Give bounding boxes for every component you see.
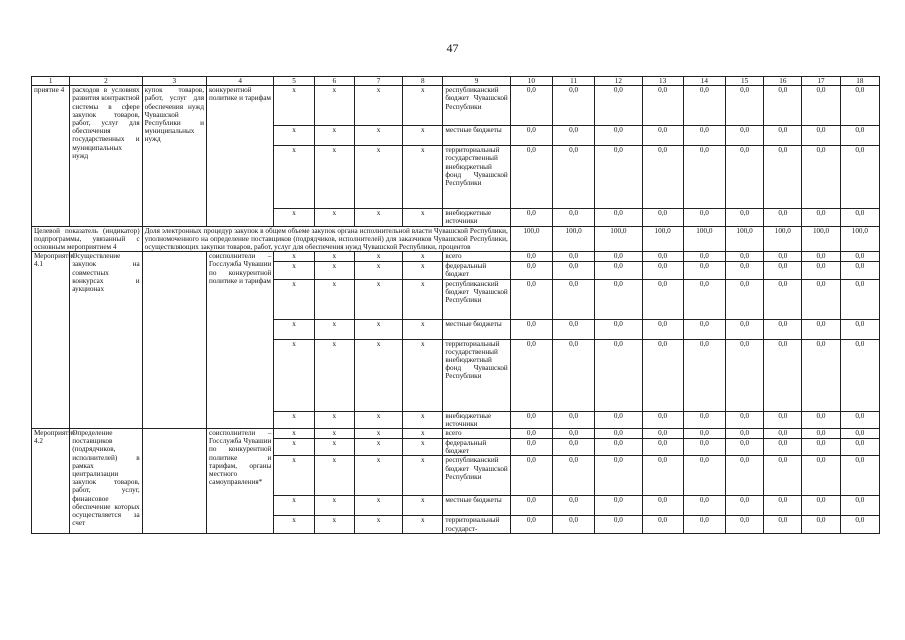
code-cell: x xyxy=(354,339,402,411)
funding-value: 0,0 xyxy=(510,319,552,339)
funding-source: республиканский бюджет Чувашской Республики xyxy=(443,279,510,319)
funding-value: 0,0 xyxy=(683,411,725,428)
funding-value: 0,0 xyxy=(764,209,802,226)
event-name: Определение поставщиков (подрядчиков, исполнителей) в рамках централизации закупок товаров, работ, услуг, финансовое обеспечение которых осуществляется за счет xyxy=(70,429,142,534)
funding-value: 0,0 xyxy=(642,456,683,496)
funding-value: 0,0 xyxy=(802,279,840,319)
code-cell: x xyxy=(354,456,402,496)
event-block xyxy=(32,252,880,429)
funding-value: 0,0 xyxy=(840,439,879,456)
event-executors: соисполнители – Госслужба Чувашии по конкурентной политике и тарифам, органы местного самоуправления* xyxy=(207,429,274,534)
code-cell: x xyxy=(274,126,314,146)
funding-value: 0,0 xyxy=(595,429,642,439)
funding-value: 0,0 xyxy=(595,339,642,411)
column-number: 1 xyxy=(32,77,70,86)
funding-value: 0,0 xyxy=(595,496,642,516)
funding-value: 0,0 xyxy=(840,252,879,262)
funding-value: 0,0 xyxy=(725,252,763,262)
column-number: 16 xyxy=(764,77,802,86)
code-cell: x xyxy=(403,339,443,411)
funding-value: 0,0 xyxy=(725,279,763,319)
funding-value: 0,0 xyxy=(510,496,552,516)
event-number: Мероприятие 4.1 xyxy=(32,252,70,429)
code-cell: x xyxy=(274,319,314,339)
funding-value: 0,0 xyxy=(840,209,879,226)
event-name: расходов в условиях развития контрактной системы в сфере закупок товаров, работ, услуг для обеспечения государственных и муниципальных нужд xyxy=(70,86,142,226)
funding-value: 0,0 xyxy=(553,319,595,339)
code-cell: x xyxy=(354,429,402,439)
funding-value: 0,0 xyxy=(510,279,552,319)
funding-value: 0,0 xyxy=(764,86,802,126)
code-cell: x xyxy=(314,209,354,226)
code-cell: x xyxy=(274,439,314,456)
code-cell: x xyxy=(274,456,314,496)
target-value: 100,0 xyxy=(683,226,725,252)
column-number: 4 xyxy=(207,77,274,86)
column-number: 12 xyxy=(595,77,642,86)
funding-value: 0,0 xyxy=(510,429,552,439)
funding-value: 0,0 xyxy=(725,429,763,439)
code-cell: x xyxy=(314,146,354,209)
event-goal xyxy=(142,429,206,534)
code-cell: x xyxy=(314,252,354,262)
funding-value: 0,0 xyxy=(510,339,552,411)
funding-value: 0,0 xyxy=(725,516,763,533)
funding-value: 0,0 xyxy=(595,209,642,226)
code-cell: x xyxy=(314,279,354,319)
funding-value: 0,0 xyxy=(764,339,802,411)
funding-value: 0,0 xyxy=(840,429,879,439)
code-cell: x xyxy=(354,209,402,226)
funding-value: 0,0 xyxy=(683,146,725,209)
code-cell: x xyxy=(274,146,314,209)
code-cell: x xyxy=(403,126,443,146)
funding-value: 0,0 xyxy=(595,86,642,126)
funding-value: 0,0 xyxy=(553,86,595,126)
code-cell: x xyxy=(354,496,402,516)
budget-table xyxy=(31,76,880,534)
funding-value: 0,0 xyxy=(840,126,879,146)
column-number: 11 xyxy=(553,77,595,86)
funding-value: 0,0 xyxy=(595,279,642,319)
funding-value: 0,0 xyxy=(595,319,642,339)
funding-source: всего xyxy=(443,252,510,262)
target-indicator-text: Доля электронных процедур закупок в общем объеме закупок органа исполнительной власти Чувашской Республики, уполномоченного на определение поставщиков (подрядчиков, исполнителей) для заказчиков Чувашской Республики, осуществляющих закупки товаров, работ, услуг для обеспечения нужд Чувашской Республики, процентов xyxy=(142,226,510,252)
event-name: Осуществление закупок на совместных конкурсах и аукционах xyxy=(70,252,142,429)
code-cell: x xyxy=(403,439,443,456)
code-cell: x xyxy=(403,279,443,319)
page-number: 47 xyxy=(446,41,459,55)
funding-value: 0,0 xyxy=(802,456,840,496)
funding-source: федеральный бюджет xyxy=(443,262,510,279)
funding-value: 0,0 xyxy=(683,126,725,146)
funding-value: 0,0 xyxy=(510,209,552,226)
funding-value: 0,0 xyxy=(642,339,683,411)
column-number: 14 xyxy=(683,77,725,86)
code-cell: x xyxy=(403,252,443,262)
funding-value: 0,0 xyxy=(595,262,642,279)
funding-value: 0,0 xyxy=(553,146,595,209)
funding-value: 0,0 xyxy=(725,339,763,411)
funding-source: территориальный государственный внебюджетный фонд Чувашской Республики xyxy=(443,339,510,411)
funding-value: 0,0 xyxy=(725,411,763,428)
code-cell: x xyxy=(354,252,402,262)
funding-value: 0,0 xyxy=(683,252,725,262)
funding-value: 0,0 xyxy=(725,86,763,126)
code-cell: x xyxy=(354,86,402,126)
code-cell: x xyxy=(354,319,402,339)
funding-value: 0,0 xyxy=(553,252,595,262)
funding-value: 0,0 xyxy=(553,411,595,428)
funding-value: 0,0 xyxy=(802,262,840,279)
funding-value: 0,0 xyxy=(725,456,763,496)
funding-value: 0,0 xyxy=(683,496,725,516)
funding-value: 0,0 xyxy=(553,209,595,226)
target-value: 100,0 xyxy=(802,226,840,252)
funding-value: 0,0 xyxy=(840,516,879,533)
column-number: 10 xyxy=(510,77,552,86)
code-cell: x xyxy=(354,439,402,456)
funding-value: 0,0 xyxy=(683,279,725,319)
funding-value: 0,0 xyxy=(683,339,725,411)
code-cell: x xyxy=(274,411,314,428)
funding-value: 0,0 xyxy=(553,279,595,319)
event-block xyxy=(32,86,880,226)
code-cell: x xyxy=(314,319,354,339)
funding-value: 0,0 xyxy=(802,439,840,456)
funding-value: 0,0 xyxy=(764,126,802,146)
code-cell: x xyxy=(274,86,314,126)
funding-value: 0,0 xyxy=(683,262,725,279)
code-cell: x xyxy=(274,429,314,439)
funding-value: 0,0 xyxy=(802,252,840,262)
funding-value: 0,0 xyxy=(764,262,802,279)
code-cell: x xyxy=(403,319,443,339)
target-value: 100,0 xyxy=(764,226,802,252)
code-cell: x xyxy=(314,496,354,516)
target-value: 100,0 xyxy=(553,226,595,252)
funding-value: 0,0 xyxy=(725,209,763,226)
funding-value: 0,0 xyxy=(764,319,802,339)
column-number: 2 xyxy=(70,77,142,86)
funding-value: 0,0 xyxy=(683,456,725,496)
code-cell: x xyxy=(403,209,443,226)
column-number: 9 xyxy=(443,77,510,86)
event-executors: соисполнители – Госслужба Чувашии по конкурентной политике и тарифам xyxy=(207,252,274,429)
funding-value: 0,0 xyxy=(764,516,802,533)
funding-value: 0,0 xyxy=(510,516,552,533)
event-executors: конкурентной политике и тарифам xyxy=(207,86,274,226)
code-cell: x xyxy=(314,456,354,496)
funding-value: 0,0 xyxy=(764,279,802,319)
funding-value: 0,0 xyxy=(553,456,595,496)
code-cell: x xyxy=(354,146,402,209)
code-cell: x xyxy=(274,496,314,516)
funding-value: 0,0 xyxy=(642,439,683,456)
funding-value: 0,0 xyxy=(683,86,725,126)
code-cell: x xyxy=(354,262,402,279)
target-value: 100,0 xyxy=(595,226,642,252)
funding-value: 0,0 xyxy=(840,146,879,209)
event-number: Мероприятие 4.2 xyxy=(32,429,70,534)
funding-value: 0,0 xyxy=(510,456,552,496)
event-goal xyxy=(142,252,206,429)
funding-value: 0,0 xyxy=(840,411,879,428)
funding-value: 0,0 xyxy=(595,126,642,146)
column-number: 13 xyxy=(642,77,683,86)
funding-value: 0,0 xyxy=(683,209,725,226)
funding-value: 0,0 xyxy=(553,262,595,279)
code-cell: x xyxy=(403,496,443,516)
funding-value: 0,0 xyxy=(802,86,840,126)
column-number: 18 xyxy=(840,77,879,86)
column-number: 15 xyxy=(725,77,763,86)
code-cell: x xyxy=(403,429,443,439)
column-number-row xyxy=(32,77,880,86)
funding-value: 0,0 xyxy=(553,496,595,516)
funding-source: местные бюджеты xyxy=(443,319,510,339)
code-cell: x xyxy=(314,516,354,533)
code-cell: x xyxy=(354,126,402,146)
funding-value: 0,0 xyxy=(802,339,840,411)
code-cell: x xyxy=(403,146,443,209)
column-number: 5 xyxy=(274,77,314,86)
code-cell: x xyxy=(354,411,402,428)
code-cell: x xyxy=(403,456,443,496)
column-number: 7 xyxy=(354,77,402,86)
funding-value: 0,0 xyxy=(683,319,725,339)
funding-value: 0,0 xyxy=(683,516,725,533)
target-value: 100,0 xyxy=(642,226,683,252)
funding-value: 0,0 xyxy=(764,456,802,496)
funding-value: 0,0 xyxy=(595,516,642,533)
funding-value: 0,0 xyxy=(510,146,552,209)
column-number: 8 xyxy=(403,77,443,86)
funding-value: 0,0 xyxy=(553,439,595,456)
funding-source: местные бюджеты xyxy=(443,496,510,516)
funding-value: 0,0 xyxy=(553,126,595,146)
funding-value: 0,0 xyxy=(802,496,840,516)
funding-value: 0,0 xyxy=(642,252,683,262)
funding-value: 0,0 xyxy=(553,516,595,533)
target-value: 100,0 xyxy=(725,226,763,252)
code-cell: x xyxy=(274,262,314,279)
funding-value: 0,0 xyxy=(764,429,802,439)
funding-value: 0,0 xyxy=(764,439,802,456)
funding-value: 0,0 xyxy=(764,411,802,428)
funding-value: 0,0 xyxy=(642,262,683,279)
funding-value: 0,0 xyxy=(553,339,595,411)
funding-source: республиканский бюджет Чувашской Республики xyxy=(443,86,510,126)
funding-value: 0,0 xyxy=(802,429,840,439)
funding-value: 0,0 xyxy=(595,146,642,209)
funding-value: 0,0 xyxy=(840,319,879,339)
funding-value: 0,0 xyxy=(802,516,840,533)
funding-row xyxy=(32,252,880,262)
funding-value: 0,0 xyxy=(764,146,802,209)
funding-value: 0,0 xyxy=(683,439,725,456)
funding-value: 0,0 xyxy=(595,456,642,496)
funding-value: 0,0 xyxy=(725,262,763,279)
funding-value: 0,0 xyxy=(725,439,763,456)
code-cell: x xyxy=(403,262,443,279)
funding-value: 0,0 xyxy=(840,86,879,126)
event-number: приятие 4 xyxy=(32,86,70,226)
funding-value: 0,0 xyxy=(642,86,683,126)
funding-value: 0,0 xyxy=(595,411,642,428)
code-cell: x xyxy=(314,339,354,411)
funding-value: 0,0 xyxy=(802,126,840,146)
funding-row xyxy=(32,429,880,439)
funding-value: 0,0 xyxy=(840,496,879,516)
target-indicator-row xyxy=(32,226,880,252)
code-cell: x xyxy=(274,516,314,533)
funding-value: 0,0 xyxy=(642,429,683,439)
code-cell: x xyxy=(403,411,443,428)
funding-value: 0,0 xyxy=(642,126,683,146)
funding-source: территориальный государственный внебюджетный фонд Чувашской Республики xyxy=(443,146,510,209)
code-cell: x xyxy=(354,279,402,319)
funding-value: 0,0 xyxy=(510,252,552,262)
funding-value: 0,0 xyxy=(840,456,879,496)
funding-value: 0,0 xyxy=(642,209,683,226)
funding-source: территориальный государст- xyxy=(443,516,510,533)
funding-value: 0,0 xyxy=(764,252,802,262)
code-cell: x xyxy=(314,262,354,279)
event-block xyxy=(32,429,880,534)
funding-value: 0,0 xyxy=(595,252,642,262)
column-number: 6 xyxy=(314,77,354,86)
funding-value: 0,0 xyxy=(510,439,552,456)
funding-value: 0,0 xyxy=(642,516,683,533)
funding-value: 0,0 xyxy=(725,146,763,209)
funding-value: 0,0 xyxy=(802,411,840,428)
funding-value: 0,0 xyxy=(510,86,552,126)
code-cell: x xyxy=(274,279,314,319)
column-number: 3 xyxy=(142,77,206,86)
code-cell: x xyxy=(274,339,314,411)
funding-value: 0,0 xyxy=(840,339,879,411)
event-goal: купок товаров, работ, услуг для обеспечения нужд Чувашской Республики и муниципальных нужд xyxy=(142,86,206,226)
funding-source: федеральный бюджет xyxy=(443,439,510,456)
funding-value: 0,0 xyxy=(725,319,763,339)
funding-value: 0,0 xyxy=(802,319,840,339)
funding-value: 0,0 xyxy=(553,429,595,439)
funding-value: 0,0 xyxy=(802,146,840,209)
funding-value: 0,0 xyxy=(642,279,683,319)
funding-value: 0,0 xyxy=(510,411,552,428)
funding-value: 0,0 xyxy=(840,279,879,319)
code-cell: x xyxy=(403,86,443,126)
funding-value: 0,0 xyxy=(642,496,683,516)
code-cell: x xyxy=(274,209,314,226)
code-cell: x xyxy=(403,516,443,533)
code-cell: x xyxy=(314,126,354,146)
code-cell: x xyxy=(354,516,402,533)
code-cell: x xyxy=(314,429,354,439)
code-cell: x xyxy=(314,439,354,456)
funding-value: 0,0 xyxy=(725,496,763,516)
funding-value: 0,0 xyxy=(510,126,552,146)
funding-source: внебюджетные источники xyxy=(443,209,510,226)
funding-value: 0,0 xyxy=(595,439,642,456)
funding-value: 0,0 xyxy=(802,209,840,226)
funding-row xyxy=(32,86,880,126)
funding-source: республиканский бюджет Чувашской Республики xyxy=(443,456,510,496)
column-number: 17 xyxy=(802,77,840,86)
target-value: 100,0 xyxy=(510,226,552,252)
funding-value: 0,0 xyxy=(725,126,763,146)
funding-source: внебюджетные источники xyxy=(443,411,510,428)
funding-value: 0,0 xyxy=(642,146,683,209)
funding-value: 0,0 xyxy=(683,429,725,439)
funding-value: 0,0 xyxy=(764,496,802,516)
code-cell: x xyxy=(314,411,354,428)
funding-source: местные бюджеты xyxy=(443,126,510,146)
funding-value: 0,0 xyxy=(642,411,683,428)
code-cell: x xyxy=(274,252,314,262)
funding-value: 0,0 xyxy=(510,262,552,279)
target-indicator-label: Целевой показатель (индикатор) подпрограммы, увязанный с основным мероприятием 4 xyxy=(32,226,143,252)
funding-source: всего xyxy=(443,429,510,439)
funding-value: 0,0 xyxy=(840,262,879,279)
code-cell: x xyxy=(314,86,354,126)
funding-value: 0,0 xyxy=(642,319,683,339)
target-value: 100,0 xyxy=(840,226,879,252)
